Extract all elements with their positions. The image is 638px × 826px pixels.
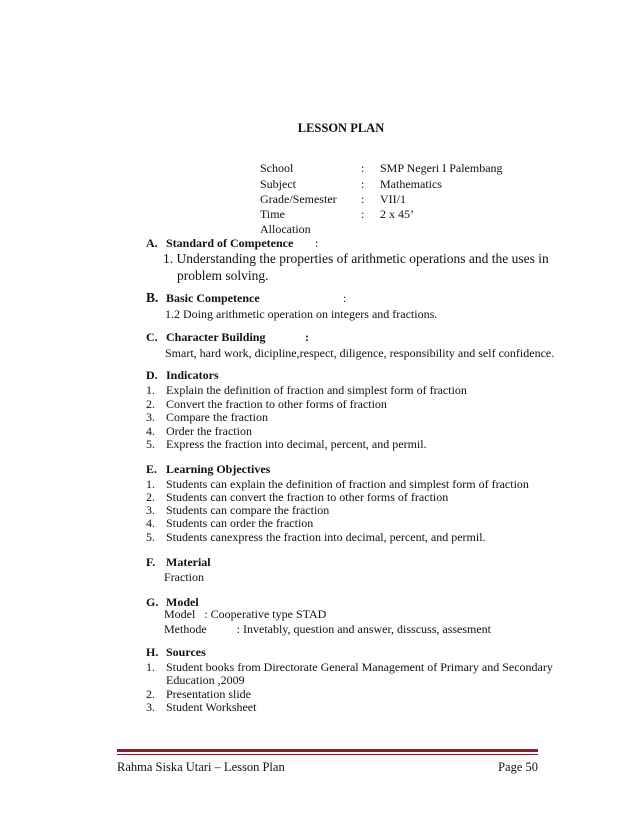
- section-h-letter: H.: [146, 645, 159, 659]
- section-e-letter: E.: [146, 462, 158, 476]
- section-g-letter: G.: [146, 595, 159, 609]
- list-item: 2. Students can convert the fraction to other forms of fraction: [146, 490, 449, 504]
- footer-rule-thick: [117, 749, 538, 752]
- list-item: 2. Presentation slide: [146, 687, 251, 701]
- section-f-line1: Fraction: [164, 570, 204, 584]
- section-g-line2: Methode : Invetably, question and answer, disscuss, assesment: [164, 622, 492, 636]
- info-label: Time Allocation: [260, 207, 311, 236]
- section-b-letter: B.: [146, 290, 159, 305]
- footer-author: Rahma Siska Utari – Lesson Plan: [117, 760, 285, 774]
- section-c-colon: :: [305, 330, 309, 344]
- section-b-line1: 1.2 Doing arithmetic operation on integers and fractions.: [165, 307, 438, 321]
- section-e-heading: Learning Objectives: [166, 462, 271, 476]
- list-item: 1. Student books from Directorate General Management of Primary and Secondary: [146, 660, 553, 674]
- section-a-line2: problem solving.: [177, 268, 269, 283]
- section-f-heading: Material: [166, 555, 211, 569]
- section-h-heading: Sources: [166, 645, 206, 659]
- footer-rule-thin: [117, 754, 538, 755]
- list-item: 3. Compare the fraction: [146, 410, 268, 424]
- section-a-line1: 1. Understanding the properties of arithmetic operations and the uses in: [163, 251, 549, 266]
- section-g-line1: Model : Cooperative type STAD: [164, 607, 327, 621]
- info-colon: :: [361, 192, 365, 206]
- list-item-continuation: Education ,2009: [166, 673, 245, 687]
- section-a-colon: :: [315, 236, 319, 250]
- list-item: 1. Explain the definition of fraction and simplest form of fraction: [146, 383, 467, 397]
- section-b-heading: Basic Competence: [166, 291, 260, 305]
- info-value: VII/1: [380, 192, 406, 206]
- info-label: School: [260, 161, 294, 175]
- list-item: 4. Order the fraction: [146, 424, 252, 438]
- info-label: Grade/Semester: [260, 192, 337, 206]
- info-colon: :: [361, 207, 365, 221]
- section-a-letter: A.: [146, 236, 158, 250]
- list-item: 2. Convert the fraction to other forms of fraction: [146, 397, 387, 411]
- section-d-letter: D.: [146, 368, 158, 382]
- list-item: 5. Students canexpress the fraction into decimal, percent, and permil.: [146, 530, 486, 544]
- page-number: Page 50: [498, 760, 538, 774]
- section-c-line1: Smart, hard work, dicipline,respect, diligence, responsibility and self confidence.: [165, 346, 555, 360]
- info-colon: :: [361, 161, 365, 175]
- list-item: 1. Students can explain the definition of fraction and simplest form of fraction: [146, 477, 529, 491]
- section-c-letter: C.: [146, 330, 158, 344]
- page-title: LESSON PLAN: [297, 121, 385, 135]
- list-item: 3. Students can compare the fraction: [146, 503, 330, 517]
- section-a-heading: Standard of Competence: [166, 236, 294, 250]
- info-value: SMP Negeri I Palembang: [380, 161, 503, 175]
- info-colon: :: [361, 177, 365, 191]
- section-b-colon: :: [343, 291, 347, 305]
- list-item: 4. Students can order the fraction: [146, 516, 314, 530]
- list-item: 3. Student Worksheet: [146, 700, 257, 714]
- section-d-heading: Indicators: [166, 368, 219, 382]
- list-item: 5. Express the fraction into decimal, percent, and permil.: [146, 437, 427, 451]
- info-label: Subject: [260, 177, 296, 191]
- section-f-letter: F.: [146, 555, 156, 569]
- section-c-heading: Character Building: [166, 330, 266, 344]
- section-g-heading: Model: [166, 595, 199, 609]
- info-value: Mathematics: [380, 177, 442, 191]
- info-value: 2 x 45’: [380, 207, 414, 221]
